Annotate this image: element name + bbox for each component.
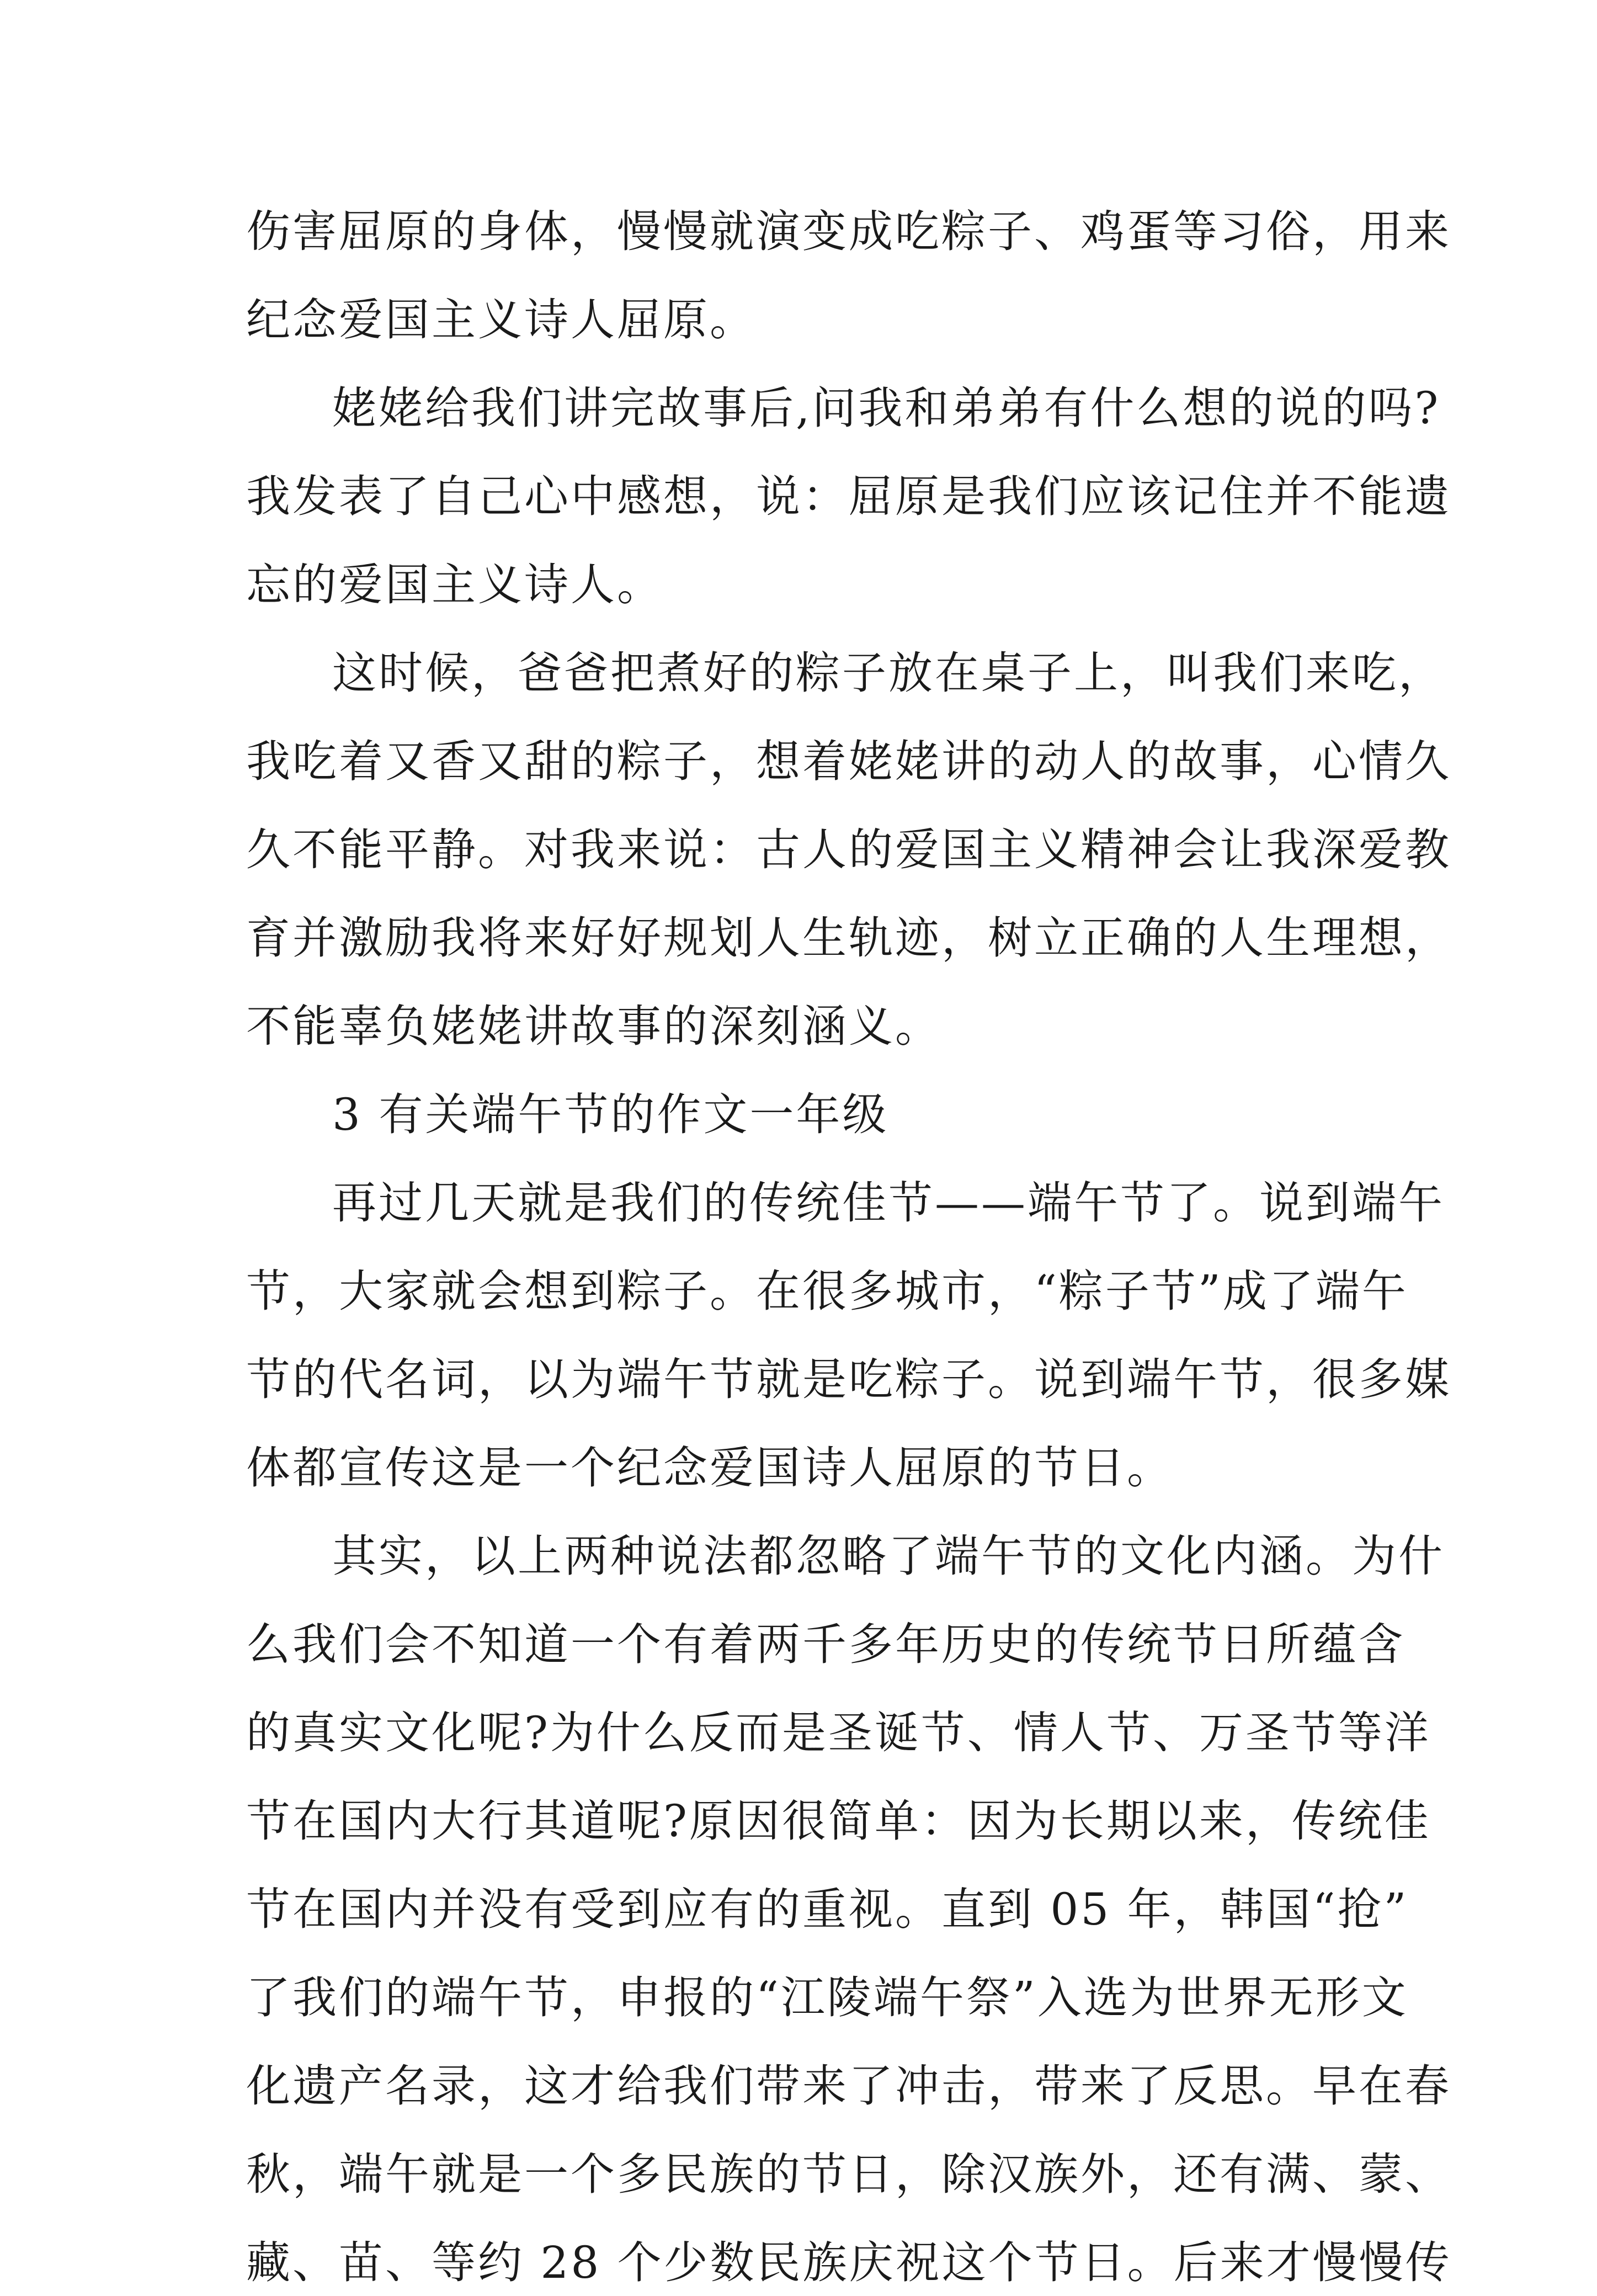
text-line-21: 了我们的端午节，申报的“江陵端午祭”入选为世界无形文 — [246, 1972, 1408, 2023]
text-line-23: 秋，端午就是一个多民族的节日，除汉族外，还有满、蒙、 — [246, 2149, 1451, 2200]
text-line-1: 伤害屈原的身体，慢慢就演变成吃粽子、鸡蛋等习俗，用来 — [246, 206, 1451, 257]
text-line-24: 藏、苗、等约 28 个少数民族庆祝这个节日。后来才慢慢传 — [246, 2237, 1452, 2288]
text-line-5: 忘的爱国主义诗人。 — [246, 559, 663, 610]
text-line-8: 久不能平静。对我来说：古人的爱国主义精神会让我深爱教 — [246, 824, 1451, 875]
text-line-10: 不能辜负姥姥讲故事的深刻涵义。 — [246, 1001, 941, 1052]
text-line-17: 么我们会不知道一个有着两千多年历史的传统节日所蕴含 — [246, 1619, 1405, 1670]
text-line-15: 体都宣传这是一个纪念爱国诗人屈原的节日。 — [246, 1442, 1173, 1494]
text-line-12: 再过几天就是我们的传统佳节——端午节了。说到端午 — [332, 1177, 1445, 1229]
text-line-22: 化遗产名录，这才给我们带来了冲击，带来了反思。早在春 — [246, 2060, 1451, 2112]
text-line-13: 节，大家就会想到粽子。在很多城市，“粽子节”成了端午 — [246, 1266, 1408, 1317]
text-line-14: 节的代名词，以为端午节就是吃粽子。说到端午节，很多媒 — [246, 1354, 1451, 1405]
text-line-2: 纪念爱国主义诗人屈原。 — [246, 294, 756, 346]
text-line-4: 我发表了自己心中感想，说：屈原是我们应该记住并不能遗 — [246, 471, 1451, 522]
section-heading: 3 有关端午节的作文一年级 — [332, 1089, 889, 1140]
text-line-16: 其实，以上两种说法都忽略了端午节的文化内涵。为什 — [332, 1530, 1445, 1582]
text-line-7: 我吃着又香又甜的粽子，想着姥姥讲的动人的故事，心情久 — [246, 736, 1451, 787]
text-line-9: 育并激励我将来好好规划人生轨迹，树立正确的人生理想， — [246, 912, 1451, 964]
text-line-19: 节在国内大行其道呢?原因很简单：因为长期以来，传统佳 — [246, 1795, 1431, 1847]
text-line-20: 节在国内并没有受到应有的重视。直到 05 年，韩国“抢” — [246, 1884, 1409, 1935]
text-line-6: 这时候，爸爸把煮好的粽子放在桌子上，叫我们来吃， — [332, 647, 1445, 699]
text-line-18: 的真实文化呢?为什么反而是圣诞节、情人节、万圣节等洋 — [246, 1707, 1431, 1758]
text-line-3: 姥姥给我们讲完故事后,问我和弟弟有什么想的说的吗? — [332, 382, 1441, 434]
